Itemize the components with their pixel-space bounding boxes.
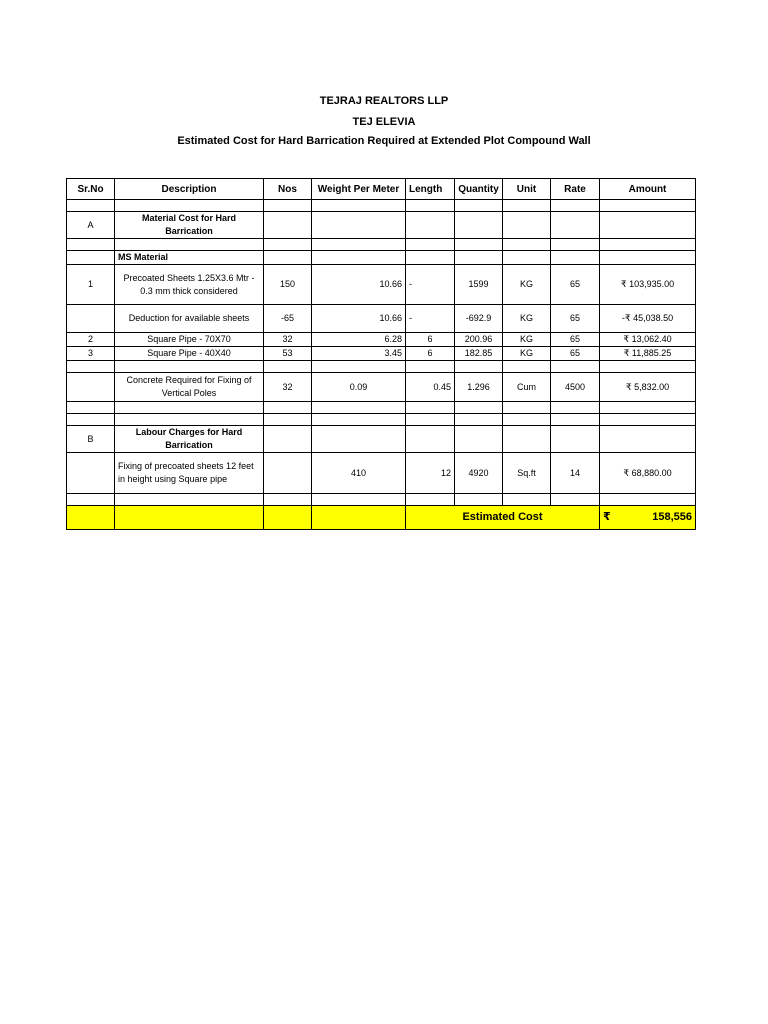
- cell-length: -: [406, 265, 455, 305]
- cell-length: 0.45: [406, 373, 455, 402]
- cell-amount: ₹ 11,885.25: [600, 347, 696, 361]
- table-row-labour: [67, 453, 696, 494]
- blank-row: [67, 239, 696, 251]
- cell-nos: 32: [264, 373, 312, 402]
- cell-weight-per-meter: 10.66: [312, 265, 406, 305]
- cell-nos: 150: [264, 265, 312, 305]
- cell-srno: 1: [67, 265, 115, 305]
- cell-unit: KG: [503, 265, 551, 305]
- cell-description: Precoated Sheets 1.25X3.6 Mtr - 0.3 mm thick considered: [115, 265, 264, 305]
- cell-unit: KG: [503, 305, 551, 333]
- company-name: TEJRAJ REALTORS LLP: [319, 95, 449, 107]
- cell-nos: 32: [264, 333, 312, 347]
- header-row: [67, 179, 696, 200]
- section-a-srno: A: [67, 212, 115, 239]
- cell-description: Fixing of precoated sheets 12 feet in height using Square pipe: [115, 453, 264, 494]
- cell-length: -: [406, 305, 455, 333]
- col-header-weight-per-meter: Weight Per Meter: [312, 179, 406, 200]
- col-header-length: Length: [406, 179, 455, 200]
- cell-description: Concrete Required for Fixing of Vertical Poles: [115, 373, 264, 402]
- cell-amount: -₹ 45,038.50: [600, 305, 696, 333]
- blank-row: [67, 361, 696, 373]
- col-header-srno: Sr.No: [67, 179, 115, 200]
- col-header-amount: Amount: [600, 179, 696, 200]
- cell-weight-per-meter: 410: [312, 453, 406, 494]
- project-name: TEJ ELEVIA: [352, 116, 416, 128]
- section-b-srno: B: [67, 426, 115, 453]
- cell-description: Square Pipe - 40X40: [115, 347, 264, 361]
- cell-weight-per-meter: 0.09: [312, 373, 406, 402]
- table-row-deduction: [67, 305, 696, 333]
- estimated-cost-row: [67, 506, 696, 530]
- cell-amount: ₹ 68,880.00: [600, 453, 696, 494]
- estimated-cost-label: Estimated Cost: [406, 506, 600, 530]
- cell-rate: 65: [551, 305, 600, 333]
- cell-quantity: 1599: [455, 265, 503, 305]
- cell-quantity: 182.85: [455, 347, 503, 361]
- cell-description: Deduction for available sheets: [115, 305, 264, 333]
- cell-rate: 14: [551, 453, 600, 494]
- cell-srno: 2: [67, 333, 115, 347]
- estimated-cost-cell: [600, 506, 696, 530]
- cell-weight-per-meter: 10.66: [312, 305, 406, 333]
- cell-unit: KG: [503, 333, 551, 347]
- cell-quantity: -692.9: [455, 305, 503, 333]
- table-row-precoated-sheets: [67, 265, 696, 305]
- col-header-nos: Nos: [264, 179, 312, 200]
- cell-quantity: 200.96: [455, 333, 503, 347]
- cell-amount: ₹ 103,935.00: [600, 265, 696, 305]
- table-row-concrete: [67, 373, 696, 402]
- col-header-description: Description: [115, 179, 264, 200]
- cell-amount: ₹ 5,832.00: [600, 373, 696, 402]
- cell-unit: KG: [503, 347, 551, 361]
- table-row-square-pipe-70: [67, 333, 696, 347]
- cell-rate: 65: [551, 347, 600, 361]
- cell-quantity: 1.296: [455, 373, 503, 402]
- table-row-square-pipe-40: [67, 347, 696, 361]
- cell-weight-per-meter: 6.28: [312, 333, 406, 347]
- col-header-quantity: Quantity: [455, 179, 503, 200]
- col-header-unit: Unit: [503, 179, 551, 200]
- cell-rate: 4500: [551, 373, 600, 402]
- cell-rate: 65: [551, 265, 600, 305]
- section-a-description: Material Cost for Hard Barrication: [115, 212, 264, 239]
- blank-row: [67, 494, 696, 506]
- cell-length: 6: [406, 333, 455, 347]
- blank-row: [67, 414, 696, 426]
- cell-amount: ₹ 13,062.40: [600, 333, 696, 347]
- section-a-row: [67, 212, 696, 239]
- estimated-cost-value: 158,556: [652, 511, 692, 523]
- cost-estimate-table: [66, 178, 696, 530]
- cell-unit: Cum: [503, 373, 551, 402]
- cell-nos: -65: [264, 305, 312, 333]
- cell-weight-per-meter: 3.45: [312, 347, 406, 361]
- section-b-row: [67, 426, 696, 453]
- blank-row: [67, 402, 696, 414]
- ms-material-label: MS Material: [115, 251, 264, 265]
- cell-nos: 53: [264, 347, 312, 361]
- rupee-icon: ₹: [603, 511, 611, 523]
- col-header-rate: Rate: [551, 179, 600, 200]
- cell-length: 12: [406, 453, 455, 494]
- cell-unit: Sq.ft: [503, 453, 551, 494]
- blank-row: [67, 200, 696, 212]
- cell-description: Square Pipe - 70X70: [115, 333, 264, 347]
- ms-material-row: [67, 251, 696, 265]
- section-b-description: Labour Charges for Hard Barrication: [115, 426, 264, 453]
- cell-quantity: 4920: [455, 453, 503, 494]
- cell-srno: 3: [67, 347, 115, 361]
- cell-rate: 65: [551, 333, 600, 347]
- cell-length: 6: [406, 347, 455, 361]
- sheet-subject: Estimated Cost for Hard Barrication Required at Extended Plot Compound Wall: [177, 135, 591, 147]
